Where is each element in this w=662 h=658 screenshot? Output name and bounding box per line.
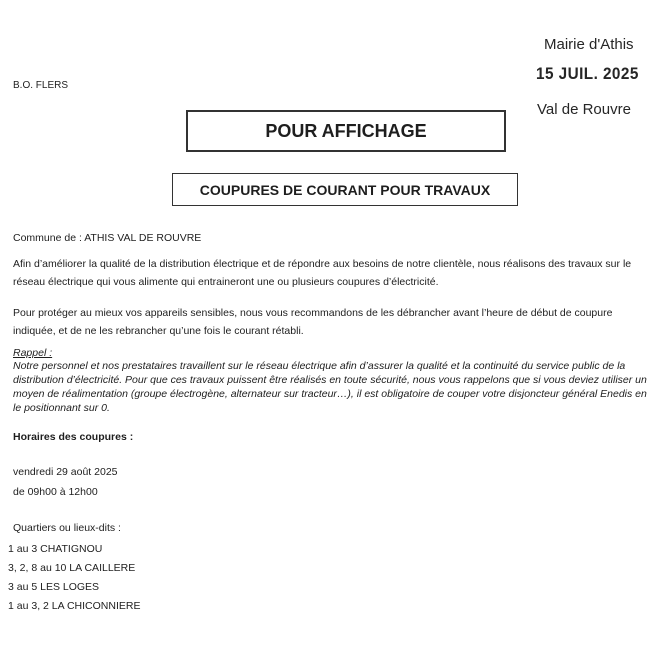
quartiers-title: Quartiers ou lieux-dits : (13, 522, 121, 534)
list-item: 1 au 3 CHATIGNOU (8, 543, 103, 555)
sender-label: B.O. FLERS (13, 80, 69, 91)
document-subtitle: COUPURES DE COURANT POUR TRAVAUX (199, 181, 491, 198)
stamp-commune: Val de Rouvre (537, 101, 631, 118)
horaires-title: Horaires des coupures : (13, 431, 134, 443)
stamp-mairie: Mairie d'Athis (544, 36, 634, 53)
outage-time: de 09h00 à 12h00 (13, 486, 98, 498)
paragraph-intro: Afin d’améliorer la qualité de la distribution électrique et de répondre aux besoins de notre clientèle, nous réalisons des travaux sur le réseau électrique qui vous alimente qui entraineront une ou plusieurs coupures d’électricité. (13, 258, 632, 288)
rappel-title: Rappel : (13, 347, 53, 359)
paragraph-advice: Pour protéger au mieux vos appareils sensibles, nous vous recommandons de les débrancher avant l’heure de début de coupure indiquée, et de ne les rebrancher qu’une fois le courant rétabli. (13, 307, 613, 337)
list-item: 3, 2, 8 au 10 LA CAILLERE (8, 562, 136, 574)
title-box (186, 110, 506, 152)
list-item: 1 au 3, 2 LA CHICONNIERE (8, 600, 141, 612)
subtitle-box (172, 173, 518, 206)
stamp-date: 15 JUIL. 2025 (536, 64, 639, 83)
rappel-text: Notre personnel et nos prestataires travaillent sur le réseau électrique afin d’assurer la qualité et la continuité du service public de la distribution d’électricité. Pour que ces travaux puissent être réalisés en toute sécurité, nous vous rappelons que si vous deviez utiliser un moyen de réalimentation (groupe électrogène, alternateur sur tracteur…), il est obligatoire de couper votre disjoncteur général Enedis en le positionnant sur 0. (13, 360, 647, 414)
list-item: 3 au 5 LES LOGES (8, 581, 100, 593)
commune-line: Commune de : ATHIS VAL DE ROUVRE (13, 232, 202, 244)
outage-date: vendredi 29 août 2025 (13, 466, 118, 478)
document-title: POUR AFFICHAGE (265, 120, 427, 141)
